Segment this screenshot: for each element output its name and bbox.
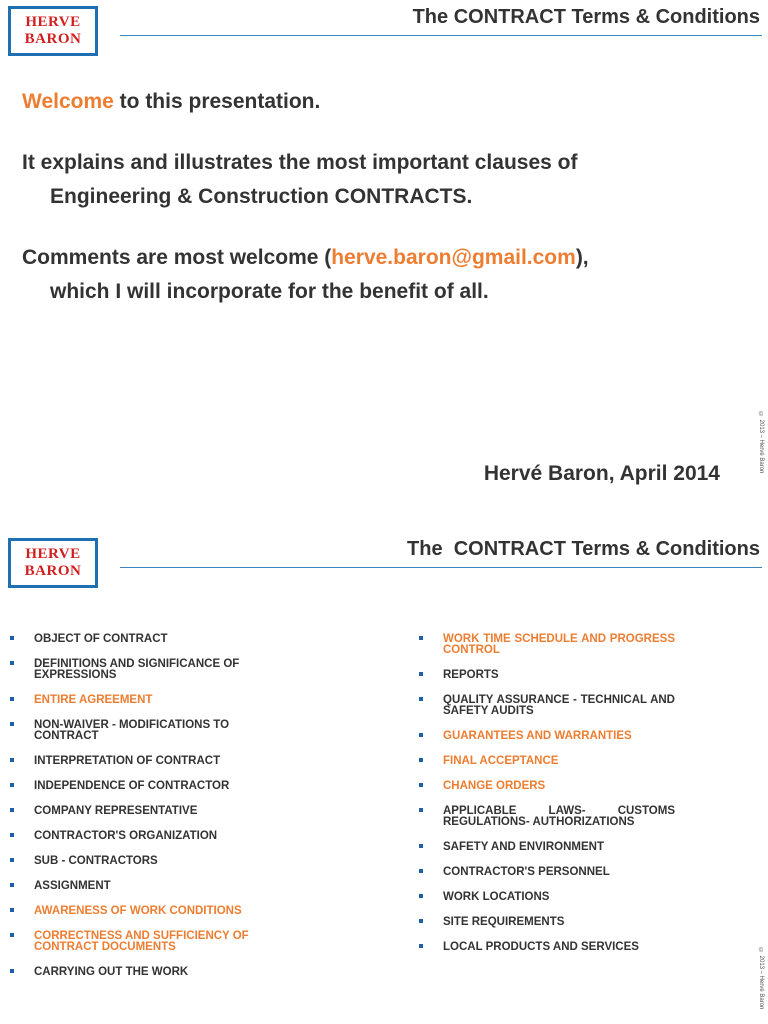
author-signature: Hervé Baron, April 2014 [483, 462, 720, 485]
bullet-icon [419, 697, 423, 701]
bullet-icon [10, 908, 14, 912]
clause-text: COMPANY REPRESENTATIVE [34, 805, 198, 817]
clause-item [6, 781, 268, 792]
welcome-rest: to this presentation. [113, 90, 321, 113]
bullet-icon [419, 869, 423, 873]
bullet-icon [10, 969, 14, 973]
bullet-icon [419, 894, 423, 898]
comments-suffix: ), [575, 246, 589, 269]
clause-text: CONTRACTOR'S ORGANIZATION [34, 830, 218, 842]
clause-item [415, 892, 675, 903]
clause-text: CORRECTNESS AND SUFFICIENCY OF CONTRACT DOCUMENTS [34, 930, 249, 953]
clause-text: SAFETY AND ENVIRONMENT [443, 841, 605, 853]
bullet-icon [10, 722, 14, 726]
clause-item [415, 781, 675, 792]
clause-item [6, 906, 268, 917]
clause-text: CONTRACTOR'S PERSONNEL [443, 866, 610, 878]
logo-line-1: HERVE [25, 14, 81, 30]
slide-2 [0, 512, 768, 1024]
clause-list-right [415, 634, 675, 953]
copyright-note: © 2013 – Hervé Baron [758, 948, 764, 1010]
clause-item [415, 842, 675, 853]
clause-text: NON-WAIVER - MODIFICATIONS TO CONTRACT [34, 719, 230, 742]
bullet-icon [419, 733, 423, 737]
clause-item [415, 695, 675, 717]
clause-text: QUALITY ASSURANCE - TECHNICAL AND SAFETY AUDITS [443, 694, 675, 717]
bullet-icon [419, 808, 423, 812]
herve-baron-logo [8, 538, 98, 588]
clause-text: SUB - CONTRACTORS [34, 855, 158, 867]
clause-text: CHANGE ORDERS [443, 780, 546, 792]
clause-item [6, 695, 268, 706]
bullet-icon [10, 783, 14, 787]
clause-item [6, 720, 268, 742]
clause-item [415, 731, 675, 742]
comments-paragraph [22, 241, 589, 309]
clause-item [6, 634, 268, 645]
bullet-icon [419, 944, 423, 948]
bullet-icon [419, 844, 423, 848]
clause-text: INDEPENDENCE OF CONTRACTOR [34, 780, 230, 792]
logo-line-2: BARON [24, 31, 82, 47]
clause-text: INTERPRETATION OF CONTRACT [34, 755, 221, 767]
clause-item [6, 806, 268, 817]
explains-line-2: Engineering & Construction CONTRACTS. [50, 185, 473, 208]
comments-prefix: Comments are most welcome ( [22, 246, 332, 269]
clause-text: WORK TIME SCHEDULE AND PROGRESS CONTROL [443, 633, 675, 656]
explains-line-1: It explains and illustrates the most important clauses of [22, 151, 578, 174]
clause-item [415, 867, 675, 878]
bullet-icon [10, 661, 14, 665]
bullet-icon [419, 919, 423, 923]
comments-line-1 [22, 241, 589, 275]
clause-text: DEFINITIONS AND SIGNIFICANCE OF EXPRESSIONS [34, 658, 240, 681]
clause-item [6, 659, 268, 681]
clause-text: OBJECT OF CONTRACT [34, 633, 168, 645]
bullet-icon [10, 883, 14, 887]
clause-text: AWARENESS OF WORK CONDITIONS [34, 905, 242, 917]
bullet-icon [419, 636, 423, 640]
comments-line-2: which I will incorporate for the benefit of all. [50, 280, 489, 303]
clause-item [415, 806, 675, 828]
clause-item [6, 967, 268, 978]
welcome-paragraph [22, 85, 320, 119]
clause-item [6, 881, 268, 892]
clause-text: GUARANTEES AND WARRANTIES [443, 730, 632, 742]
clause-item [6, 856, 268, 867]
slide-title: The CONTRACT Terms & Conditions [412, 6, 760, 28]
clause-item [6, 931, 268, 953]
bullet-icon [419, 783, 423, 787]
email-link[interactable]: herve.baron@gmail.com [331, 246, 576, 269]
bullet-icon [419, 758, 423, 762]
clause-text: REPORTS [443, 669, 499, 681]
clause-text: LOCAL PRODUCTS AND SERVICES [443, 941, 639, 953]
bullet-icon [10, 933, 14, 937]
clause-item [6, 756, 268, 767]
herve-baron-logo [8, 6, 98, 56]
clause-list-left [6, 634, 268, 978]
logo-line-2: BARON [24, 563, 82, 579]
bullet-icon [10, 808, 14, 812]
clause-text: APPLICABLE LAWS- CUSTOMS REGULATIONS- AUTHORIZATIONS [443, 805, 675, 828]
bullet-icon [10, 636, 14, 640]
bullet-icon [10, 697, 14, 701]
clause-item [415, 670, 675, 681]
bullet-icon [10, 833, 14, 837]
title-divider [120, 35, 762, 36]
logo-line-1: HERVE [25, 546, 81, 562]
bullet-icon [10, 758, 14, 762]
clause-text: SITE REQUIREMENTS [443, 916, 565, 928]
bullet-icon [10, 858, 14, 862]
slide-title: The CONTRACT Terms & Conditions [407, 538, 760, 560]
explains-paragraph [22, 146, 577, 214]
clause-text: CARRYING OUT THE WORK [34, 966, 189, 978]
clause-item [415, 634, 675, 656]
clause-text: WORK LOCATIONS [443, 891, 550, 903]
clause-item [415, 756, 675, 767]
clause-text: ASSIGNMENT [34, 880, 111, 892]
clause-item [415, 917, 675, 928]
copyright-note: © 2013 – Hervé Baron [758, 412, 764, 474]
clause-text: FINAL ACCEPTANCE [443, 755, 559, 767]
clause-item [6, 831, 268, 842]
clause-item [415, 942, 675, 953]
clause-text: ENTIRE AGREEMENT [34, 694, 153, 706]
welcome-word: Welcome [22, 90, 114, 113]
bullet-icon [419, 672, 423, 676]
title-divider [120, 567, 762, 568]
